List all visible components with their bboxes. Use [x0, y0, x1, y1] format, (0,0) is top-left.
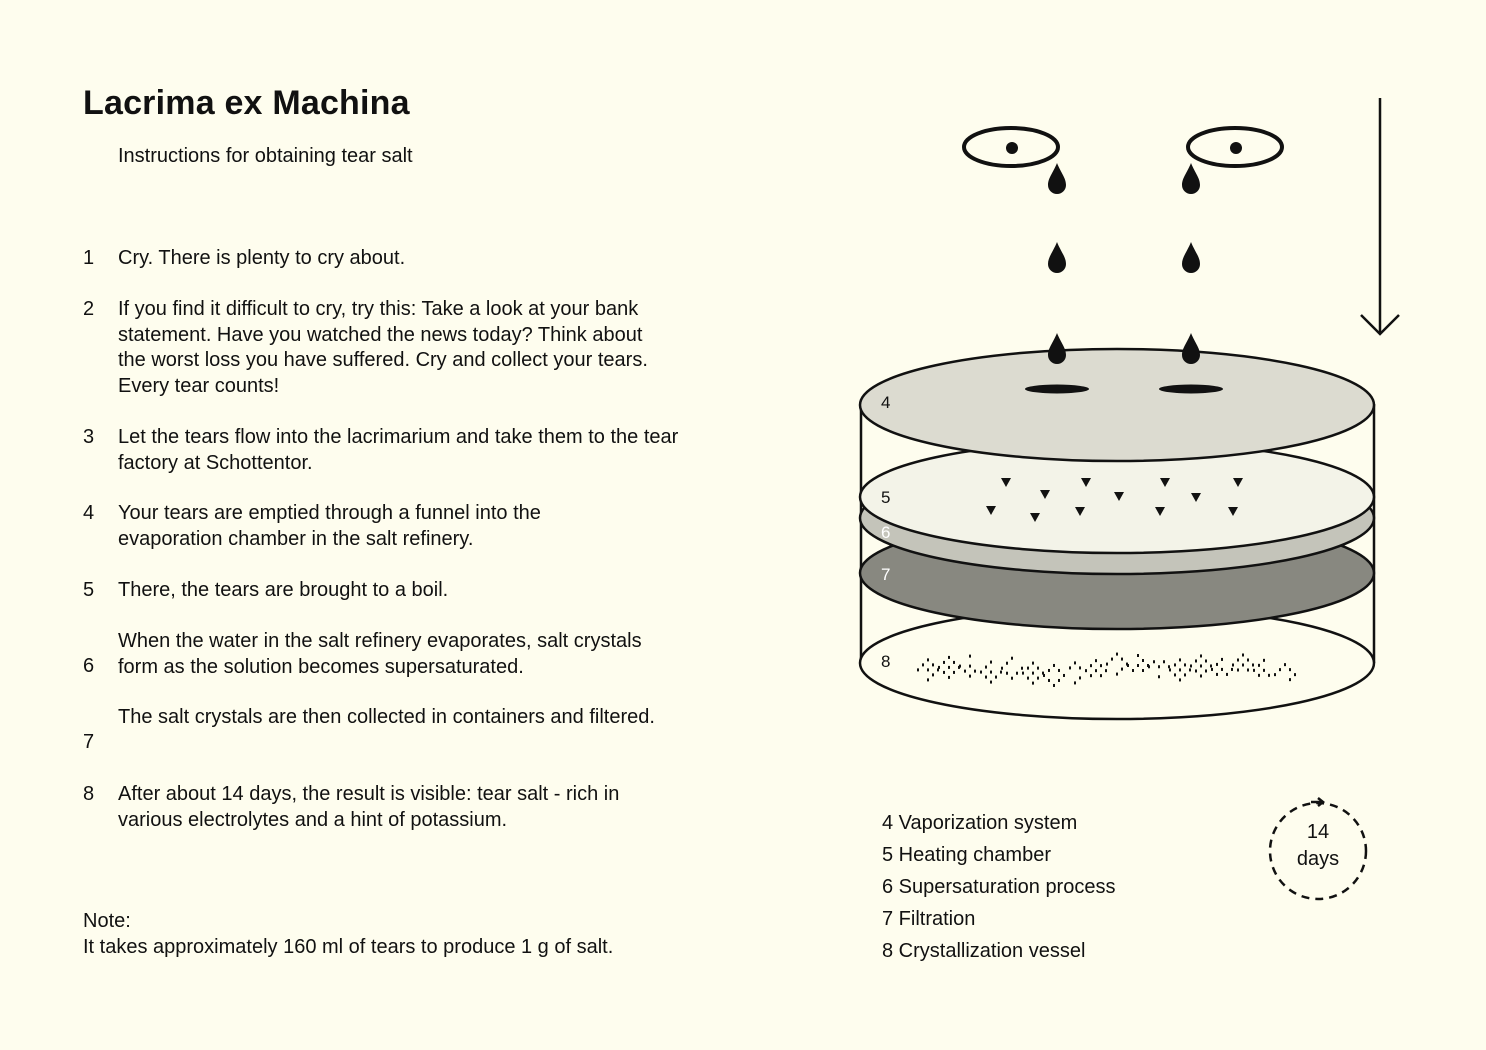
salt-crystal-dot	[1174, 673, 1176, 676]
salt-crystal-dot	[969, 665, 971, 668]
salt-crystal-dot	[1137, 654, 1139, 657]
salt-crystal-dot	[1242, 653, 1244, 656]
salt-crystal-dot	[1242, 663, 1244, 666]
salt-crystal-dot	[1074, 661, 1076, 664]
layer-label-5: 5	[881, 488, 891, 507]
salt-crystal-dot	[1179, 678, 1181, 681]
funnel-slot	[1025, 385, 1089, 394]
salt-crystal-dot	[1247, 668, 1249, 671]
tear-drop-icon	[1048, 333, 1066, 364]
salt-crystal-dot	[1221, 668, 1223, 671]
salt-crystal-dot	[1095, 669, 1097, 672]
salt-crystal-dot	[1074, 681, 1076, 684]
salt-crystal-dot	[1121, 658, 1123, 661]
salt-crystal-dot	[1095, 659, 1097, 662]
salt-crystal-dot	[1158, 665, 1160, 668]
tear-drop-icon	[1048, 163, 1066, 194]
salt-crystal-dot	[985, 676, 987, 679]
tear-drop-icon	[1182, 333, 1200, 364]
refinery-cylinder	[860, 349, 1374, 719]
salt-crystal-dot	[1205, 669, 1207, 672]
salt-crystal-dot	[948, 666, 950, 669]
salt-crystal-dot	[1037, 667, 1039, 670]
step-text: There, the tears are brought to a boil.	[118, 579, 449, 601]
salt-crystal-dot	[1127, 664, 1129, 667]
salt-crystal-dot	[964, 670, 966, 673]
salt-crystal-dot	[1142, 669, 1144, 672]
salt-crystal-dot	[1027, 667, 1029, 670]
salt-crystal-dot	[1195, 659, 1197, 662]
salt-crystal-dot	[1022, 672, 1024, 675]
salt-crystal-dot	[932, 673, 934, 676]
salt-crystal-dot	[1111, 658, 1113, 661]
salt-crystal-dot	[1216, 673, 1218, 676]
salt-crystal-dot	[980, 671, 982, 674]
salt-crystal-dot	[1032, 672, 1034, 675]
salt-crystal-dot	[1006, 662, 1008, 665]
salt-crystal-dot	[953, 661, 955, 664]
salt-crystal-dot	[1168, 665, 1170, 668]
salt-crystal-dot	[1032, 662, 1034, 665]
duration-unit: days	[1296, 848, 1340, 870]
salt-crystal-dot	[943, 671, 945, 674]
salt-crystal-dot	[1085, 669, 1087, 672]
salt-crystal-dot	[948, 676, 950, 679]
duration-number: 14	[1306, 821, 1330, 843]
salt-crystal-dot	[1237, 668, 1239, 671]
duration-badge	[1270, 819, 1366, 873]
salt-crystal-dot	[959, 665, 961, 668]
salt-crystal-dot	[1258, 674, 1260, 677]
legend-item: 4 Vaporization system	[882, 812, 1078, 834]
salt-crystal-dot	[948, 656, 950, 659]
salt-crystal-dot	[1058, 669, 1060, 672]
salt-crystal-dot	[1158, 675, 1160, 678]
salt-crystal-dot	[1195, 669, 1197, 672]
salt-crystal-dot	[969, 655, 971, 658]
right-eye-icon	[1188, 128, 1282, 166]
salt-crystal-dot	[1258, 664, 1260, 667]
salt-crystal-dot	[1058, 679, 1060, 682]
salt-crystal-dot	[1289, 668, 1291, 671]
salt-crystal-dot	[1210, 664, 1212, 667]
legend-item: 7 Filtration	[882, 908, 976, 930]
salt-crystal-dot	[932, 663, 934, 666]
step-text: Cry. There is plenty to cry about.	[118, 247, 406, 269]
salt-crystal-dot	[1121, 668, 1123, 671]
salt-crystal-dot	[1021, 667, 1023, 670]
down-arrow-icon	[1361, 98, 1399, 334]
layer-label-6: 6	[881, 523, 891, 542]
salt-crystal-dot	[1100, 674, 1102, 677]
salt-crystal-dot	[1163, 660, 1165, 663]
salt-crystal-dot	[927, 678, 929, 681]
salt-crystal-dot	[1090, 664, 1092, 667]
salt-crystal-dot	[927, 658, 929, 661]
salt-crystal-dot	[1190, 664, 1192, 667]
salt-crystal-dot	[1252, 663, 1254, 666]
salt-crystal-dot	[969, 675, 971, 678]
tear-drop-icon	[1182, 242, 1200, 273]
step-text: If you find it difficult to cry, try this: Take a look at your bank statement. Have you watched the news today? Think about the worst loss you have suffered. Cry and collect your tears. Every tear counts!	[118, 298, 648, 397]
salt-crystal-dot	[1200, 674, 1202, 677]
layer-label-7: 7	[881, 565, 891, 584]
salt-crystal-dot	[1169, 668, 1171, 671]
salt-crystal-dot	[990, 681, 992, 684]
salt-crystal-dot	[1011, 677, 1013, 680]
salt-crystal-dot	[1053, 684, 1055, 687]
salt-crystal-dot	[1221, 658, 1223, 661]
salt-crystal-dot	[1211, 668, 1213, 671]
salt-crystal-dot	[1048, 679, 1050, 682]
step-text: The salt crystals are then collected in containers and filtered.	[118, 706, 655, 728]
salt-crystal-dot	[1200, 664, 1202, 667]
salt-crystal-dot	[1189, 668, 1191, 671]
layer-label-8: 8	[881, 652, 891, 671]
salt-crystal-dot	[1100, 664, 1102, 667]
salt-crystal-dot	[1011, 657, 1013, 660]
salt-crystal-dot	[1148, 665, 1150, 668]
salt-crystal-dot	[927, 668, 929, 671]
salt-crystal-dot	[974, 670, 976, 673]
layer-label-4: 4	[881, 393, 891, 412]
salt-crystal-dot	[1179, 668, 1181, 671]
salt-crystal-dot	[1079, 676, 1081, 679]
salt-crystal-dot	[1105, 669, 1107, 672]
step-number: 2	[83, 298, 95, 320]
salt-crystal-dot	[1284, 663, 1286, 666]
salt-crystal-dot	[1137, 664, 1139, 667]
note-label: Note:	[83, 910, 131, 932]
vaporization-layer	[860, 349, 1374, 461]
salt-crystal-dot	[1174, 663, 1176, 666]
salt-crystal-dot	[1294, 673, 1296, 676]
step-text: Your tears are emptied through a funnel into the evaporation chamber in the salt refinery.	[118, 502, 541, 550]
salt-crystal-dot	[1226, 673, 1228, 676]
salt-crystal-dot	[1231, 668, 1233, 671]
salt-crystal-dot	[1216, 663, 1218, 666]
salt-crystal-dot	[1247, 658, 1249, 661]
step-number: 8	[83, 783, 95, 805]
tear-drops	[1048, 163, 1200, 364]
salt-crystal-dot	[1116, 653, 1118, 656]
left-eye-icon	[964, 128, 1058, 166]
step-text: When the water in the salt refinery evaporates, salt crystals form as the solution becomes supersaturated.	[118, 630, 642, 678]
salt-crystal-dot	[1184, 663, 1186, 666]
legend-item: 6 Supersaturation process	[882, 876, 1116, 898]
salt-crystal-dot	[1053, 664, 1055, 667]
salt-crystal-dot	[1279, 668, 1281, 671]
salt-crystal-dot	[1153, 660, 1155, 663]
salt-crystal-dot	[1027, 677, 1029, 680]
salt-crystal-dot	[1237, 658, 1239, 661]
page-title: Lacrima ex Machina	[83, 84, 410, 122]
salt-crystal-dot	[995, 676, 997, 679]
legend-item: 5 Heating chamber	[882, 844, 1051, 866]
salt-crystal-dot	[938, 666, 940, 669]
salt-crystal-dot	[953, 671, 955, 674]
salt-crystal-dot	[1006, 672, 1008, 675]
salt-crystal-dot	[1132, 669, 1134, 672]
salt-crystal-dot	[990, 671, 992, 674]
tear-drop-icon	[1182, 163, 1200, 194]
salt-crystal-dot	[1253, 669, 1255, 672]
step-number: 4	[83, 502, 95, 524]
salt-crystal-dot	[1268, 674, 1270, 677]
salt-crystal-dot	[1263, 669, 1265, 672]
salt-crystal-dot	[1184, 673, 1186, 676]
salt-crystal-dot	[1232, 663, 1234, 666]
salt-crystal-dot	[1106, 663, 1108, 666]
salt-crystal-dot	[1069, 666, 1071, 669]
salt-crystal-dot	[922, 663, 924, 666]
step-number: 3	[83, 426, 95, 448]
step-text: After about 14 days, the result is visible: tear salt - rich in various electrolytes and a hint of potassium.	[118, 783, 620, 831]
salt-crystal-dot	[1079, 666, 1081, 669]
salt-crystal-dot	[1090, 674, 1092, 677]
salt-crystal-dot	[1200, 654, 1202, 657]
salt-crystal-dot	[1179, 658, 1181, 661]
salt-crystal-dot	[990, 661, 992, 664]
salt-crystal-dot	[985, 666, 987, 669]
salt-crystal-dot	[1289, 678, 1291, 681]
note-text: It takes approximately 160 ml of tears to produce 1 g of salt.	[83, 936, 614, 958]
salt-crystal-dot	[917, 668, 919, 671]
salt-crystal-dot	[1063, 674, 1065, 677]
salt-crystal-dot	[1116, 673, 1118, 676]
salt-crystal-dot	[943, 661, 945, 664]
step-number: 5	[83, 579, 95, 601]
step-number: 7	[83, 731, 95, 753]
tear-drop-icon	[1048, 242, 1066, 273]
salt-crystal-dot	[1274, 673, 1276, 676]
salt-crystal-dot	[1000, 671, 1002, 674]
salt-crystal-dot	[1001, 667, 1003, 670]
salt-crystal-dot	[1263, 659, 1265, 662]
salt-crystal-dot	[1048, 669, 1050, 672]
salt-crystal-dot	[1205, 659, 1207, 662]
step-number: 1	[83, 247, 95, 269]
salt-crystal-dot	[1043, 674, 1045, 677]
step-text: Let the tears flow into the lacrimarium and take them to the tear factory at Schottentor.	[118, 426, 679, 474]
legend-item: 8 Crystallization vessel	[882, 940, 1086, 962]
salt-crystal-dot	[1032, 682, 1034, 685]
diagram-legend	[882, 807, 1115, 967]
funnel-slot	[1159, 385, 1223, 394]
step-number: 6	[83, 655, 95, 677]
salt-crystal-dot	[1016, 672, 1018, 675]
page-subtitle: Instructions for obtaining tear salt	[118, 145, 413, 167]
salt-crystal-dot	[1142, 659, 1144, 662]
salt-crystal-dot	[1037, 677, 1039, 680]
